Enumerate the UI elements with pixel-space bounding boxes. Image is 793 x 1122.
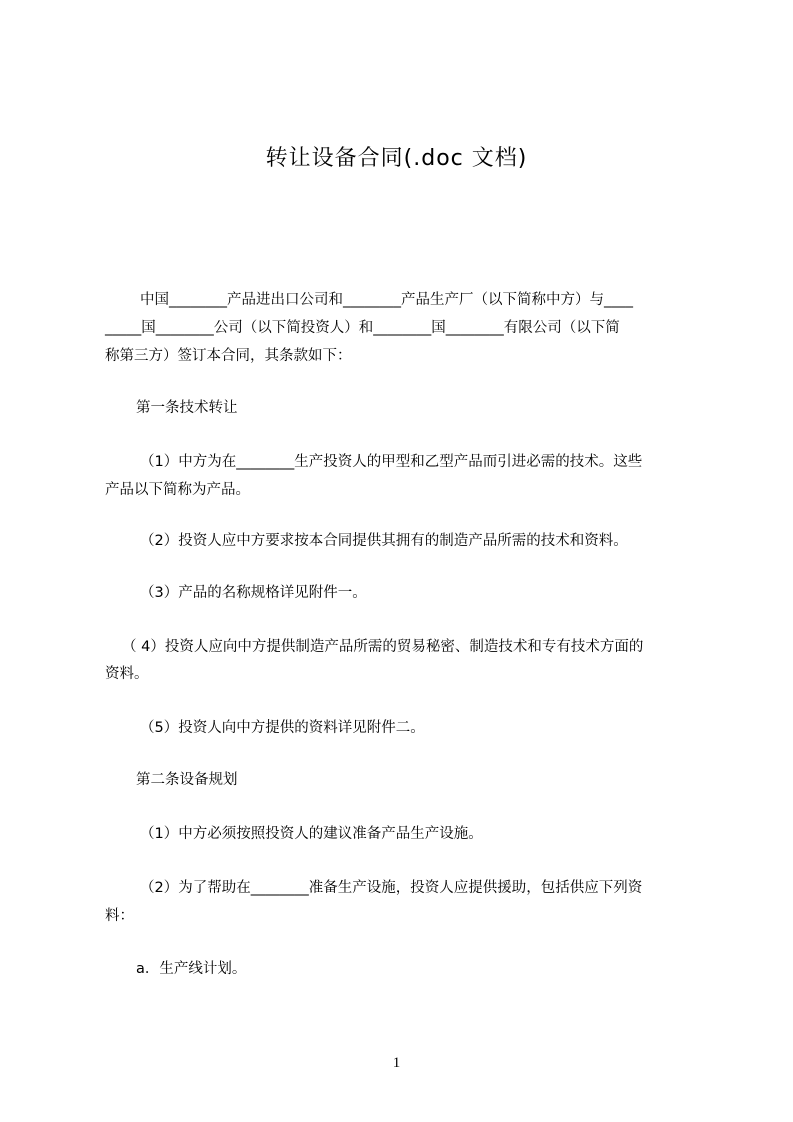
paragraph-line: a．生产线计划。 [136,961,247,977]
paragraph-line: （5）投资人向中方提供的资料详见附件二。 [140,720,425,736]
document-title: 转让设备合同(.doc 文档) [265,146,528,171]
paragraph-line: 资料。 [105,666,149,682]
paragraph-line: 称第三方）签订本合同，其条款如下： [105,348,352,364]
section-heading: 第二条设备规划 [136,772,238,788]
section-heading: 第一条技术转让 [136,400,238,416]
paragraph-line: （3）产品的名称规格详见附件一。 [140,585,367,601]
paragraph-line: （2）为了帮助在________准备生产设施，投资人应提供援助，包括供应下列资 [140,880,643,896]
paragraph-line: （2）投资人应中方要求按本合同提供其拥有的制造产品所需的技术和资料。 [140,533,628,549]
page-number: 1 [392,1055,401,1071]
paragraph-line: （1）中方必须按照投资人的建议准备产品生产设施。 [140,826,483,842]
paragraph-line: （ 4）投资人应向中方提供制造产品所需的贸易秘密、制造技术和专有技术方面的 [122,639,644,655]
paragraph-line: （1）中方为在________生产投资人的甲型和乙型产品而引进必需的技术。这些 [140,454,643,470]
paragraph-line: 料： [105,908,134,924]
paragraph-line: _____国________公司（以下简投资人）和________国________有限公司（以下简 [105,320,620,336]
paragraph-line: 中国________产品进出口公司和________产品生产厂（以下简称中方）与____ [140,292,633,308]
paragraph-line: 产品以下简称为产品。 [105,482,250,498]
